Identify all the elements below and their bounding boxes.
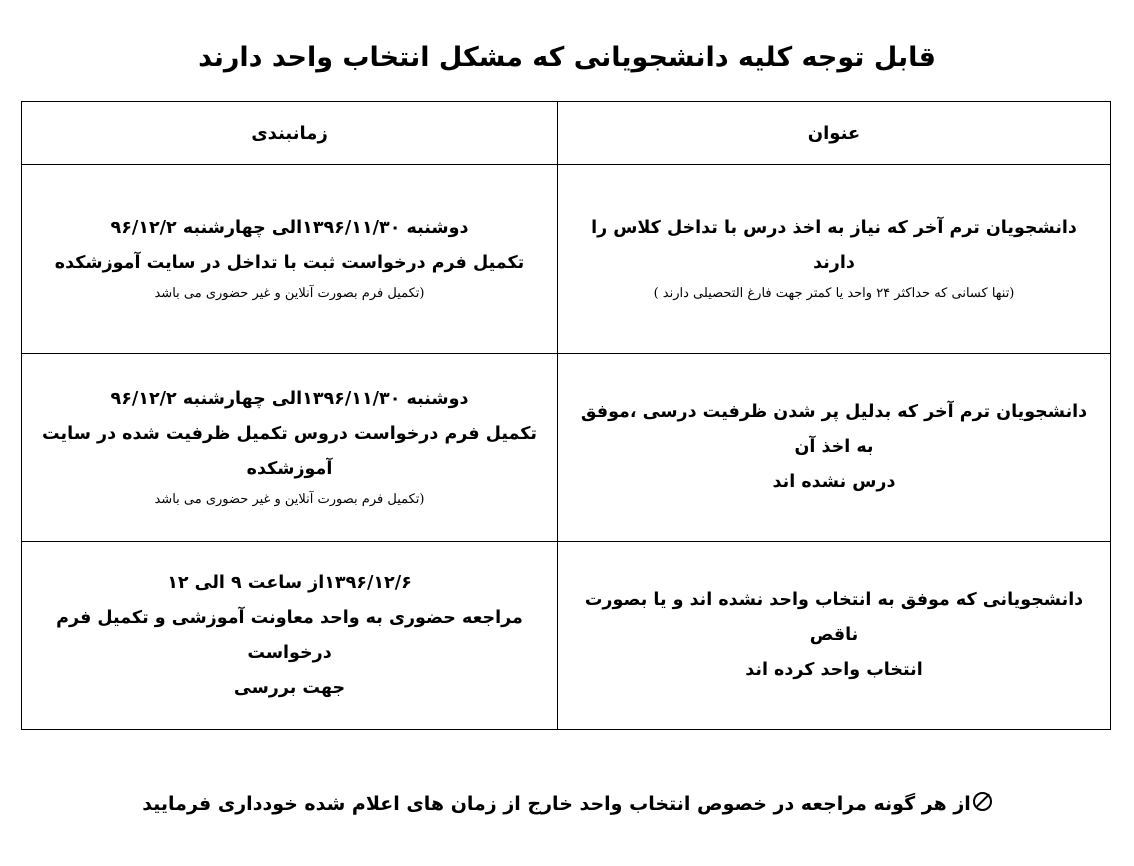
row-title-cell	[558, 354, 1111, 542]
schedule-date-line: دوشنبه ۱۳۹۶/۱۱/۳۰الی چهارشنبه ۹۶/۱۲/۲	[110, 389, 469, 409]
footer-notice	[0, 786, 1134, 822]
schedule-note: (تکمیل فرم بصورت آنلاین و غیر حضوری می باشد	[154, 286, 425, 301]
schedule-action-line: جهت بررسی	[233, 677, 346, 698]
schedule-table	[21, 101, 1111, 730]
prohibited-icon	[973, 792, 992, 811]
footer-text: از هر گونه مراجعه در خصوص انتخاب واحد خارج از زمان های اعلام شده خودداری فرمایید	[142, 793, 971, 815]
row-schedule-cell	[22, 354, 558, 542]
schedule-action-line: تکمیل فرم درخواست ثبت با تداخل در سایت آموزشکده	[54, 253, 525, 273]
row-schedule-cell	[22, 542, 558, 730]
row-title-line: دانشجویانی که موفق به انتخاب واحد نشده اند و یا بصورت ناقص	[584, 590, 1084, 645]
row-title-note: (تنها کسانی که حداکثر ۲۴ واحد یا کمتر جهت فارغ التحصیلی دارند )	[653, 286, 1015, 301]
table-row	[22, 542, 1111, 730]
header-schedule: زمانبندی	[22, 102, 558, 165]
row-schedule-cell	[22, 165, 558, 354]
schedule-action-line: مراجعه حضوری به واحد معاونت آموزشی و تکمیل فرم درخواست	[56, 607, 523, 663]
table-row	[22, 165, 1111, 354]
header-title: عنوان	[558, 102, 1111, 165]
row-title-line: درس نشده اند	[772, 472, 896, 492]
row-title-cell	[558, 542, 1111, 730]
row-title-line: انتخاب واحد کرده اند	[745, 660, 923, 680]
row-title-cell	[558, 165, 1111, 354]
schedule-action-line: تکمیل فرم درخواست دروس تکمیل ظرفیت شده در سایت آموزشکده	[42, 424, 537, 479]
schedule-date-line: ۱۳۹۶/۱۲/۶از ساعت ۹ الی ۱۲	[167, 572, 412, 593]
row-title-line: دانشجویان ترم آخر که نیاز به اخذ درس با تداخل کلاس را دارند	[591, 218, 1077, 273]
table-header-row	[22, 102, 1111, 165]
schedule-note: (تکمیل فرم بصورت آنلاین و غیر حضوری می باشد	[154, 492, 425, 507]
row-title-line: دانشجویان ترم آخر که بدلیل پر شدن ظرفیت درسی ،موفق به اخذ آن	[580, 402, 1088, 457]
schedule-date-line: دوشنبه ۱۳۹۶/۱۱/۳۰الی چهارشنبه ۹۶/۱۲/۲	[110, 218, 469, 238]
table-row	[22, 354, 1111, 542]
page-title: قابل توجه کلیه دانشجویانی که مشکل انتخاب واحد دارند	[198, 42, 936, 73]
